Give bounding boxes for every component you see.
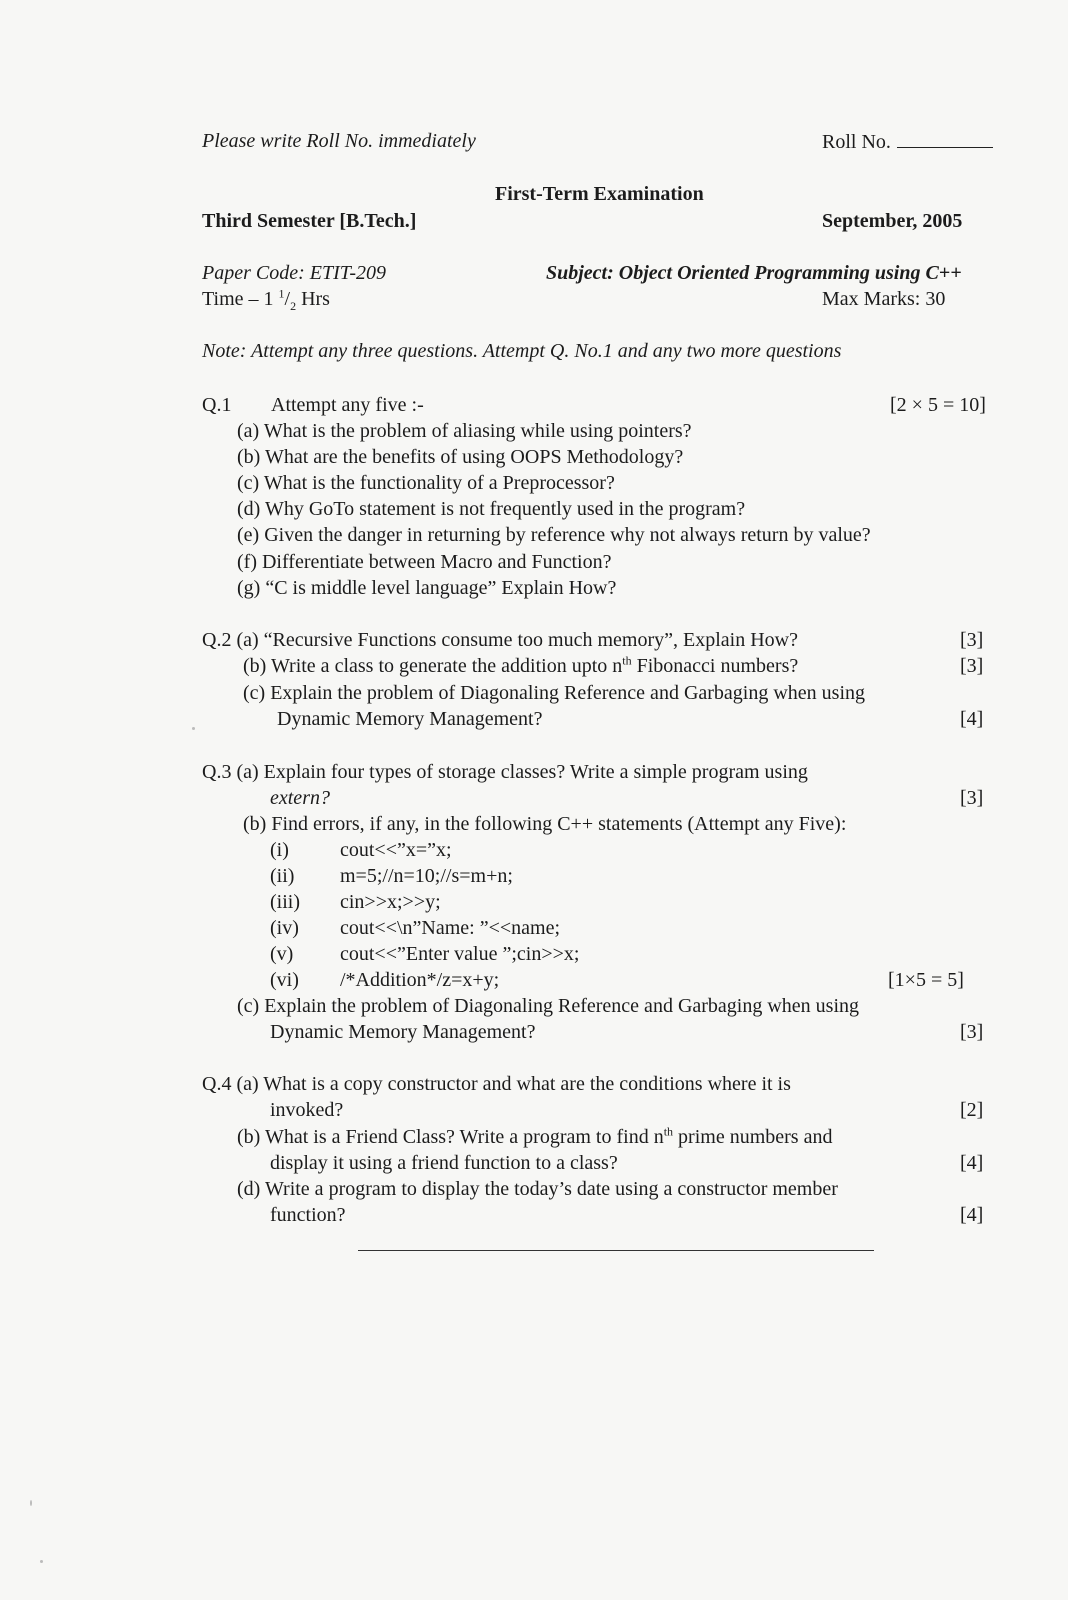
q3-item-code: cout<<”x=”x; [340, 839, 452, 861]
paper-code: Paper Code: ETIT-209 [202, 262, 387, 284]
q3-a-line2: extern? [270, 787, 330, 809]
q4-d-line2: function? [270, 1204, 346, 1226]
q3-b-marks: [1×5 = 5] [888, 969, 964, 991]
q2-c-marks: [4] [960, 708, 984, 730]
scan-speck [192, 727, 195, 730]
q1-title: Attempt any five :- [271, 394, 424, 416]
q3-item-code: cin>>x;>>y; [340, 891, 441, 913]
q3-c-line2: Dynamic Memory Management? [270, 1021, 536, 1043]
q1-number: Q.1 [202, 394, 232, 416]
q1-marks: [2 × 5 = 10] [890, 394, 986, 416]
scan-speck [40, 1560, 43, 1563]
q3-item-number: (iv) [270, 917, 299, 939]
time-suffix: Hrs [296, 288, 330, 310]
q1-part: (a) What is the problem of aliasing while using pointers? [237, 420, 692, 442]
q4-b-marks: [4] [960, 1152, 984, 1174]
q2-b-marks: [3] [960, 655, 984, 677]
time-fraction-denominator: 2 [290, 299, 297, 313]
q4-b-line2: display it using a friend function to a class? [270, 1152, 618, 1174]
q2-c-line1: (c) Explain the problem of Diagonaling Reference and Garbaging when using [243, 682, 866, 704]
end-rule [358, 1250, 874, 1251]
exam-date: September, 2005 [822, 210, 963, 232]
q4-d-line1: (d) Write a program to display the today’s date using a constructor member [237, 1178, 838, 1200]
q3-a-line1: Q.3 (a) Explain four types of storage classes? Write a simple program using [202, 761, 808, 783]
q3-item-code: /*Addition*/z=x+y; [340, 969, 500, 991]
q2-b-post: Fibonacci numbers? [631, 655, 799, 677]
q4-a-line1: Q.4 (a) What is a copy constructor and what are the conditions where it is [202, 1073, 791, 1095]
max-marks: Max Marks: 30 [822, 288, 946, 310]
q4-a-line2: invoked? [270, 1099, 344, 1121]
q2-part-b [243, 654, 798, 678]
scan-speck [30, 1500, 32, 1506]
q3-item-code: m=5;//n=10;//s=m+n; [340, 865, 513, 887]
q3-c-marks: [3] [960, 1021, 984, 1043]
roll-number-field [822, 129, 993, 154]
time-prefix: Time – 1 [202, 288, 274, 310]
q1-part: (g) “C is middle level language” Explain How? [237, 577, 617, 599]
q2-a-marks: [3] [960, 629, 984, 651]
q1-part: (f) Differentiate between Macro and Function? [237, 551, 612, 573]
roll-prompt: Please write Roll No. immediately [202, 130, 476, 152]
q3-item-code: cout<<\n”Name: ”<<name; [340, 917, 561, 939]
q3-item-number: (v) [270, 943, 294, 965]
roll-blank-line [897, 129, 993, 148]
q4-part-b [237, 1125, 832, 1149]
q3-c-line1: (c) Explain the problem of Diagonaling Reference and Garbaging when using [237, 995, 860, 1017]
q2-label: Q.2 (a) [202, 629, 264, 651]
q4-d-marks: [4] [960, 1204, 984, 1226]
semester: Third Semester [B.Tech.] [202, 210, 417, 232]
q1-part: (d) Why GoTo statement is not frequently used in the program? [237, 498, 746, 520]
q2-b-sup: th [622, 653, 632, 668]
subject: Subject: Object Oriented Programming using C++ [546, 262, 962, 284]
q1-part: (e) Given the danger in returning by reference why not always return by value? [237, 524, 871, 546]
q2-part-a [202, 628, 798, 652]
time-allowed: Time – 1 $^1/_2$ Hrs [202, 286, 330, 313]
roll-label: Roll No. [822, 131, 891, 153]
q2-b-pre: (b) Write a class to generate the addition upto n [243, 655, 623, 677]
q2-c-line2: Dynamic Memory Management? [277, 708, 543, 730]
q4-a-marks: [2] [960, 1099, 984, 1121]
note: Note: Attempt any three questions. Attempt Q. No.1 and any two more questions [202, 340, 842, 362]
q3-item-number: (i) [270, 839, 289, 861]
exam-title: First-Term Examination [495, 183, 704, 205]
q3-item-number: (iii) [270, 891, 300, 913]
q1-part: (b) What are the benefits of using OOPS Methodology? [237, 446, 684, 468]
q4-b-sup: th [663, 1124, 674, 1139]
q1-part: (c) What is the functionality of a Preprocessor? [237, 472, 615, 494]
q3-b-line: (b) Find errors, if any, in the following C++ statements (Attempt any Five): [243, 813, 847, 835]
q3-item-number: (vi) [270, 969, 299, 991]
q4-b-pre: (b) What is a Friend Class? Write a program to find n [237, 1126, 664, 1148]
q3-item-number: (ii) [270, 865, 295, 887]
q4-b-post: prime numbers and [673, 1126, 833, 1148]
time-fraction-numerator: 1 [278, 286, 285, 301]
q2-a-text: “Recursive Functions consume too much memory”, Explain How? [263, 629, 798, 651]
q3-item-code: cout<<”Enter value ”;cin>>x; [340, 943, 580, 965]
q3-a-marks: [3] [960, 787, 984, 809]
